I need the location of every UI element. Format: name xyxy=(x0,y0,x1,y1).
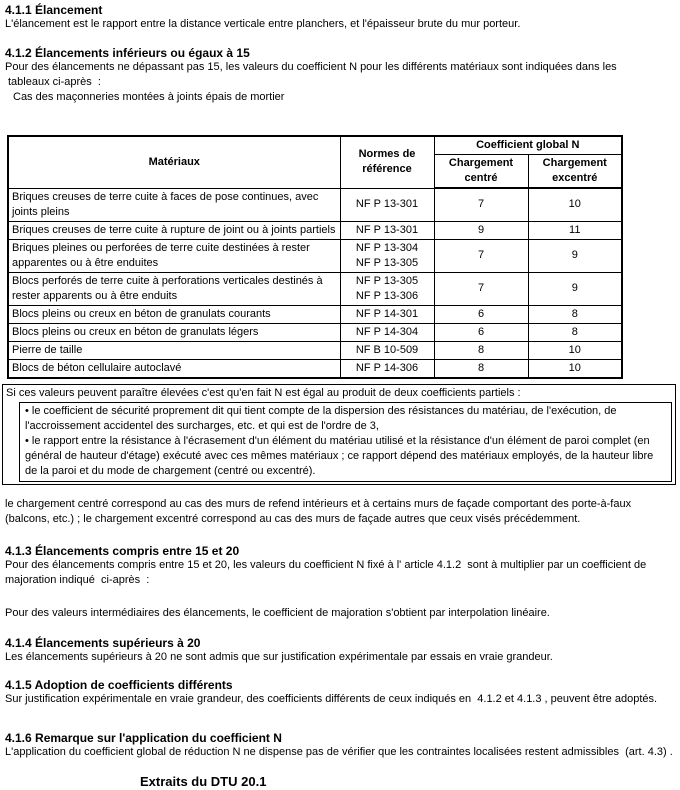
cell-materiau: Blocs perforés de terre cuite à perforations verticales destinés à rester apparents ou à être enduits xyxy=(8,272,340,305)
table-row xyxy=(8,221,622,239)
cell-norme xyxy=(340,239,434,272)
col-header-coefficient-global: Coefficient global N xyxy=(434,136,622,155)
section-body-412-line2: tableaux ci-après : xyxy=(8,76,101,88)
section-heading-412: 4.1.2 Élancements inférieurs ou égaux à 15 xyxy=(5,46,250,60)
table-row xyxy=(8,272,622,305)
col-header-chargement-centre: Chargement centré xyxy=(434,155,528,189)
cell-centre: 7 xyxy=(434,272,528,305)
table-row xyxy=(8,341,622,359)
norme-line: NF P 13-304 xyxy=(355,241,419,254)
cell-materiau: Pierre de taille xyxy=(8,341,340,359)
col-header-normes: Normes de référence xyxy=(340,136,434,188)
section-heading-411: 4.1.1 Élancement xyxy=(5,3,103,17)
cell-centre: 8 xyxy=(434,359,528,378)
cell-excentre: 10 xyxy=(528,341,622,359)
section-body-413-line1: Pour des élancements compris entre 15 et 20, les valeurs du coefficient N fixé à l' article 4.1.2 sont à multiplier par un coefficient de majoration indiqué ci-après : xyxy=(5,558,650,586)
cell-excentre: 8 xyxy=(528,323,622,341)
chargement-paragraph: le chargement centré correspond au cas des murs de refend intérieurs et à certains murs de façade comportant des porte-à-faux (balcons, etc.) ; le chargement excentré correspond au cas des murs de façade autres que ceux visés précédemment. xyxy=(5,497,635,525)
cell-centre: 6 xyxy=(434,305,528,323)
note-bullet-1: • le coefficient de sécurité proprement dit qui tient compte de la dispersion des résistances du matériau, de l'exécution, de l'accroissement accidentel des surcharges, etc. et qui est de l'ordre de 3, xyxy=(25,404,620,432)
coefficient-table xyxy=(7,135,623,379)
cell-norme xyxy=(340,272,434,305)
cell-norme xyxy=(340,341,434,359)
cell-materiau: Blocs pleins ou creux en béton de granulats courants xyxy=(8,305,340,323)
norme-line: NF P 13-301 xyxy=(355,223,419,236)
note-bullets-box xyxy=(19,402,672,482)
section-body-415: Sur justification expérimentale en vraie grandeur, des coefficients différents de ceux indiqués en 4.1.2 et 4.1.3 , peuvent être adoptés. xyxy=(5,692,658,705)
cell-centre: 6 xyxy=(434,323,528,341)
cell-excentre: 10 xyxy=(528,188,622,221)
cell-materiau: Briques creuses de terre cuite à faces de pose continues, avec joints pleins xyxy=(8,188,340,221)
col-header-materiaux: Matériaux xyxy=(8,136,340,188)
section-heading-414: 4.1.4 Élancements supérieurs à 20 xyxy=(5,635,201,650)
cell-norme xyxy=(340,359,434,378)
cell-excentre: 10 xyxy=(528,359,622,378)
cell-centre: 7 xyxy=(434,188,528,221)
norme-line: NF P 13-305 xyxy=(355,274,419,287)
cell-excentre: 9 xyxy=(528,239,622,272)
norme-line: NF P 13-305 xyxy=(355,256,419,269)
cell-excentre: 9 xyxy=(528,272,622,305)
cell-materiau: Briques creuses de terre cuite à rupture de joint ou à joints partiels xyxy=(8,221,340,239)
norme-line: NF B 10-509 xyxy=(355,343,419,356)
section-body-416: L'application du coefficient global de réduction N ne dispense pas de vérifier que les contraintes localisées restent admissibles (art. 4.3) . xyxy=(5,745,673,758)
note-intro: Si ces valeurs peuvent paraître élevées c'est qu'en fait N est égal au produit de deux coefficients partiels : xyxy=(6,386,521,399)
section-heading-416: 4.1.6 Remarque sur l'application du coefficient N xyxy=(5,730,282,745)
section-body-413-line2: Pour des valeurs intermédiaires des élancements, le coefficient de majoration s'obtient par interpolation linéaire. xyxy=(5,606,550,619)
section-heading-415: 4.1.5 Adoption de coefficients différents xyxy=(5,677,233,692)
cell-materiau: Briques pleines ou perforées de terre cuite destinées à rester apparentes ou à être enduites xyxy=(8,239,340,272)
table-row xyxy=(8,239,622,272)
cell-centre: 8 xyxy=(434,341,528,359)
note-bullet-2: • le rapport entre la résistance à l'écrasement d'un élément du matériau utilisé et la résistance d'un élément de paroi complet (en général de hauteur d'étage) exécuté avec ces mêmes matériaux ; ce rapport dépend des matériaux employés, de la hauteur libre de la paroi et du mode de chargement (centré ou excentré). xyxy=(25,434,657,477)
norme-line: NF P 14-304 xyxy=(355,325,419,338)
section-heading-413: 4.1.3 Élancements compris entre 15 et 20 xyxy=(5,543,240,558)
table-row xyxy=(8,359,622,378)
section-body-411: L'élancement est le rapport entre la distance verticale entre planchers, et l'épaisseur brute du mur porteur. xyxy=(5,18,521,30)
section-body-412-line3: Cas des maçonneries montées à joints épais de mortier xyxy=(13,91,285,103)
section-body-414: Les élancements supérieurs à 20 ne sont admis que sur justification expérimentale par essais en vraie grandeur. xyxy=(5,650,553,663)
cell-centre: 9 xyxy=(434,221,528,239)
table-row xyxy=(8,305,622,323)
cell-excentre: 11 xyxy=(528,221,622,239)
norme-line: NF P 13-301 xyxy=(355,198,419,210)
cell-norme xyxy=(340,305,434,323)
table-row xyxy=(8,188,622,221)
cell-materiau: Blocs de béton cellulaire autoclavé xyxy=(8,359,340,378)
cell-excentre: 8 xyxy=(528,305,622,323)
norme-line: NF P 14-301 xyxy=(355,307,419,320)
col-header-chargement-excentre: Chargement excentré xyxy=(528,155,622,189)
section-body-412-line1: Pour des élancements ne dépassant pas 15, les valeurs du coefficient N pour les différents matériaux sont indiquées dans les xyxy=(5,61,617,73)
document-footer: Extraits du DTU 20.1 xyxy=(140,773,267,789)
note-box xyxy=(2,384,676,485)
table-row xyxy=(8,323,622,341)
cell-norme xyxy=(340,221,434,239)
cell-norme xyxy=(340,188,434,221)
cell-centre: 7 xyxy=(434,239,528,272)
cell-norme xyxy=(340,323,434,341)
table-header-row xyxy=(8,136,622,155)
cell-materiau: Blocs pleins ou creux en béton de granulats légers xyxy=(8,323,340,341)
norme-line: NF P 14-306 xyxy=(355,361,419,374)
norme-line: NF P 13-306 xyxy=(355,289,419,302)
